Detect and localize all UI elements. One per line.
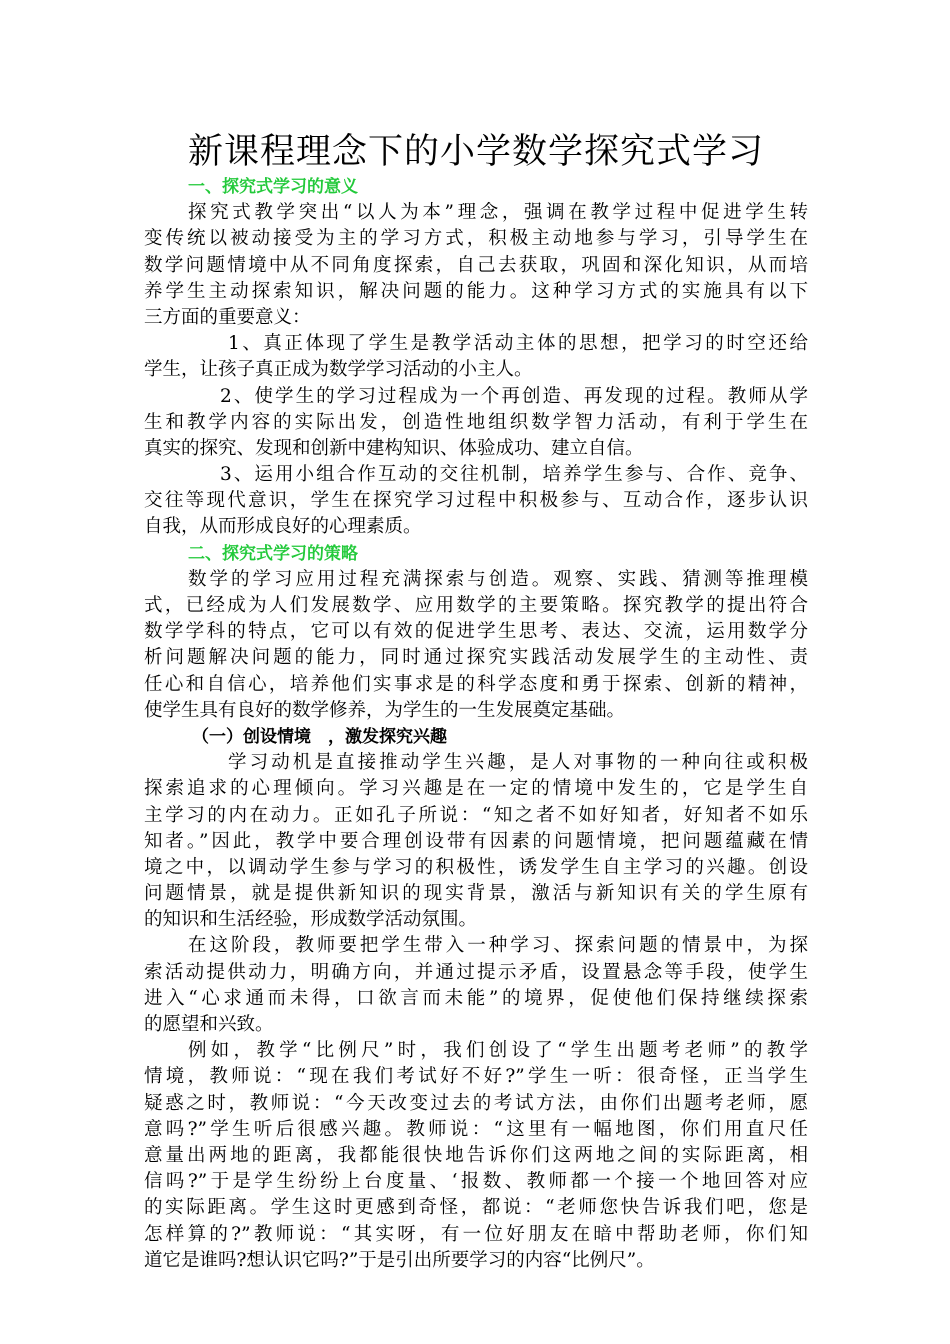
paragraph-line: 2、使学生的学习过程成为一个再创造、再发现的过程。教师从学 [220,385,808,407]
paragraph-line: 的知识和生活经验，形成数学活动氛围。 [144,909,478,931]
paragraph-line: 主学习的内在动力。正如孔子所说：“知之者不如好知者，好知者不如乐 [144,804,808,826]
paragraph-line: 学生，让孩子真正成为数学学习活动的小主人。 [144,359,533,381]
paragraph-line: 怎样算的?”教师说：“其实呀，有一位好朋友在暗中帮助老师，你们知 [144,1223,808,1245]
paragraph-line: 使学生具有良好的数学修养，为学生的一生发展奠定基础。 [144,699,626,721]
paragraph-line: 意量出两地的距离，我都能很快地告诉你们这两地之间的实际距离，相 [144,1144,808,1166]
paragraph-line: 意吗?”学生听后很感兴趣。教师说：“这里有一幅地图，你们用直尺任 [144,1118,808,1140]
document-title: 新课程理念下的小学数学探究式学习 [188,132,765,172]
section-heading: 一、探究式学习的意义 [188,177,358,197]
paragraph-line: 式，已经成为人们发展数学、应用数学的主要策略。探究教学的提出符合 [144,595,808,616]
paragraph-line: 数学问题情境中从不同角度探索，自己去获取，巩固和深化知识，从而培 [144,254,808,276]
paragraph-line: 生和教学内容的实际出发，创造性地组织数学智力活动，有利于学生在 [144,411,808,433]
paragraph-line: 索活动提供动力，明确方向，并通过提示矛盾，设置悬念等手段，使学生 [144,961,808,983]
paragraph-line: 自我，从而形成良好的心理素质。 [144,516,422,538]
section-heading: 二、探究式学习的策略 [188,543,358,564]
paragraph-line: 在这阶段，教师要把学生带入一种学习、探索问题的情景中，为探 [188,935,808,957]
paragraph-line: 变传统以被动接受为主的学习方式，积极主动地参与学习，引导学生在 [144,228,808,250]
paragraph-line: 数学学科的特点，它可以有效的促进学生思考、表达、交流，运用数学分 [144,621,808,643]
paragraph-line: 疑惑之时，教师说：“今天改变过去的考试方法，由你们出题考老师，愿 [144,1092,808,1114]
paragraph-line: 进入“心求通而未得，口欲言而未能”的境界，促使他们保持继续探索 [144,987,808,1009]
document-body [144,174,808,1274]
paragraph-line: 探索追求的心理倾向。学习兴趣是在一定的情境中发生的，它是学生自 [144,778,808,800]
paragraph-line: 数学的学习应用过程充满探索与创造。观察、实践、猜测等推理模 [188,568,808,590]
paragraph-line: 任心和自信心，培养他们实事求是的科学态度和勇于探索、创新的精神， [144,673,808,695]
paragraph-line: 析问题解决问题的能力，同时通过探究实践活动发展学生的主动性、责 [144,647,808,669]
paragraph-line: 交往等现代意识，学生在探究学习过程中积极参与、互动合作，逐步认识 [144,490,808,512]
paragraph-line: 养学生主动探索知识，解决问题的能力。这种学习方式的实施具有以下 [144,280,808,302]
paragraph-line: 1、真正体现了学生是教学活动主体的思想，把学习的时空还给 [228,333,808,355]
subsection-heading: （一）创设情境 ，激发探究兴趣 [192,726,447,747]
paragraph-line: 情境，教师说：“现在我们考试好不好?”学生一听：很奇怪，正当学生 [144,1066,808,1088]
paragraph-line: 三方面的重要意义： [144,306,311,328]
paragraph-line: 真实的探究、发现和创新中建构知识、体验成功、建立自信。 [144,437,644,459]
paragraph-line: 探究式教学突出“以人为本”理念，强调在教学过程中促进学生转 [188,202,808,224]
paragraph-line: 知者。”因此，教学中要合理创设带有因素的问题情境，把问题蕴藏在情 [144,830,808,852]
paragraph-line: 学习动机是直接推动学生兴趣，是人对事物的一种向往或积极 [228,752,808,774]
paragraph-line: 3、运用小组合作互动的交往机制，培养学生参与、合作、竞争、 [220,464,808,486]
paragraph-line: 的愿望和兴致。 [144,1014,274,1035]
paragraph-line: 的实际距离。学生这时更感到奇怪，都说：“老师您快告诉我们吧，您是 [144,1197,808,1219]
paragraph-line: 例如，教学“比例尺”时，我们创设了“学生出题考老师”的教学 [188,1040,808,1062]
paragraph-line: 道它是谁吗?想认识它吗?”于是引出所要学习的内容“比例尺”。 [144,1249,655,1271]
paragraph-line: 信吗?”于是学生纷纷上台度量、‘报数、教师都一个接一个地回答对应 [144,1171,808,1193]
paragraph-line: 境之中，以调动学生参与学习的积极性，诱发学生自主学习的兴趣。创设 [144,856,808,878]
paragraph-line: 问题情景，就是提供新知识的现实背景，激活与新知识有关的学生原有 [144,883,808,905]
